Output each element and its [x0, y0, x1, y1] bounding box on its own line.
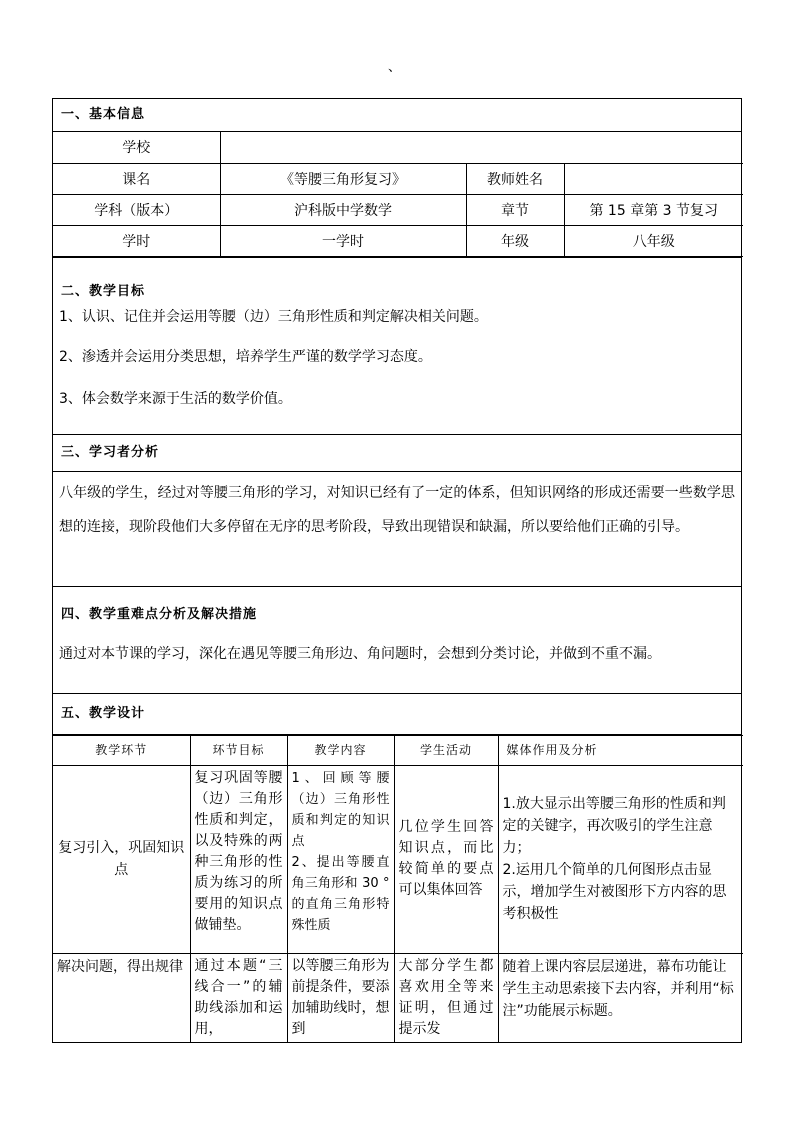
grade-value: 八年级: [564, 225, 743, 256]
row1-media: [498, 765, 743, 953]
section-design: 五、教学设计: [53, 694, 741, 735]
keypoints-block: [53, 587, 741, 694]
info-row-school: [53, 132, 743, 163]
section-keypoints: 四、教学重难点分析及解决措施: [61, 606, 258, 622]
row2-goal: 通过本题“三线合一”的辅助线添加和运用，: [190, 953, 287, 1042]
row1-content-item-1: 1、回顾等腰（边）三角形性质和判定的知识点: [291, 770, 390, 849]
hours-label: 学时: [53, 225, 220, 256]
info-row-subject: [53, 194, 743, 225]
row1-goal: 复习巩固等腰（边）三角形性质和判定，以及特殊的两种三角形的性质为练习的所要用的知识点做铺垫。: [190, 765, 287, 953]
teacher-label: 教师姓名: [466, 163, 564, 194]
subject-label: 学科（版本）: [53, 194, 220, 225]
row1-content-item-2: 2、提出等腰直角三角形和 30 °的直角三角形特殊性质: [291, 854, 390, 933]
section-basic-info: 一、基本信息: [53, 99, 741, 132]
teacher-value: [564, 163, 743, 194]
learner-block: [53, 472, 741, 587]
row2-media: 随着上课内容层层递进，幕布功能让学生主动思索接下去内容，并利用“标注”功能展示标题。: [498, 953, 743, 1042]
row1-media-item-2: 2.运用几个简单的几何图形点击显示，增加学生对被图形下方内容的思考积极性: [502, 862, 727, 922]
learner-text: 八年级的学生，经过对等腰三角形的学习，对知识已经有了一定的体系，但知识网络的形成还需要一些数学思想的连接，现阶段他们大多停留在无序的思考阶段，导致出现错误和缺漏，所以要给他们正确的引导。: [59, 484, 735, 535]
grade-label: 年级: [466, 225, 564, 256]
header-content: 教学内容: [287, 735, 394, 765]
info-row-hours: [53, 225, 743, 256]
header-media: 媒体作用及分析: [498, 735, 743, 765]
basic-info-table: [53, 132, 743, 257]
chapter-label: 章节: [466, 194, 564, 225]
header-activity: 学生活动: [394, 735, 498, 765]
row2-stage: 解决问题，得出规律: [53, 953, 190, 1042]
header-goal: 环节目标: [190, 735, 287, 765]
design-row: [53, 953, 743, 1042]
design-header-row: [53, 735, 743, 765]
goal-item-1: 1、认识、记住并会运用等腰（边）三角形性质和判定解决相关问题。: [59, 308, 488, 325]
goal-item-2: 2、渗透并会运用分类思想，培养学生严谨的数学学习态度。: [59, 348, 432, 365]
keypoints-text: 通过对本节课的学习，深化在遇见等腰三角形边、角问题时，会想到分类讨论，并做到不重不漏。: [59, 645, 661, 662]
info-row-course: [53, 163, 743, 194]
section-learner: 三、学习者分析: [53, 435, 741, 472]
goals-block: [53, 257, 741, 435]
chapter-value: 第 15 章第 3 节复习: [564, 194, 743, 225]
course-label: 课名: [53, 163, 220, 194]
row2-activity: 大部分学生都喜欢用全等来证明，但通过提示发: [394, 953, 498, 1042]
goal-item-3: 3、体会数学来源于生活的数学价值。: [59, 390, 292, 407]
subject-value: 沪科版中学数学: [220, 194, 466, 225]
course-value: 《等腰三角形复习》: [220, 163, 466, 194]
row1-content: [287, 765, 394, 953]
row1-stage: 复习引入，巩固知识点: [53, 765, 190, 953]
school-value: [220, 132, 743, 163]
design-table: [53, 735, 743, 1042]
row1-activity: 几位学生回答知识点，而比较简单的要点可以集体回答: [394, 765, 498, 953]
hours-value: 一学时: [220, 225, 466, 256]
lesson-plan-table: [52, 98, 742, 1043]
row1-media-item-1: 1.放大显示出等腰三角形的性质和判定的关键字，再次吸引的学生注意力；: [502, 796, 726, 856]
section-goals: 二、教学目标: [61, 283, 146, 299]
school-label: 学校: [53, 132, 220, 163]
header-stage: 教学环节: [53, 735, 190, 765]
row2-content: 以等腰三角形为前提条件，要添加辅助线时，想到: [287, 953, 394, 1042]
header-mark: 、: [388, 60, 402, 75]
design-row: [53, 765, 743, 953]
